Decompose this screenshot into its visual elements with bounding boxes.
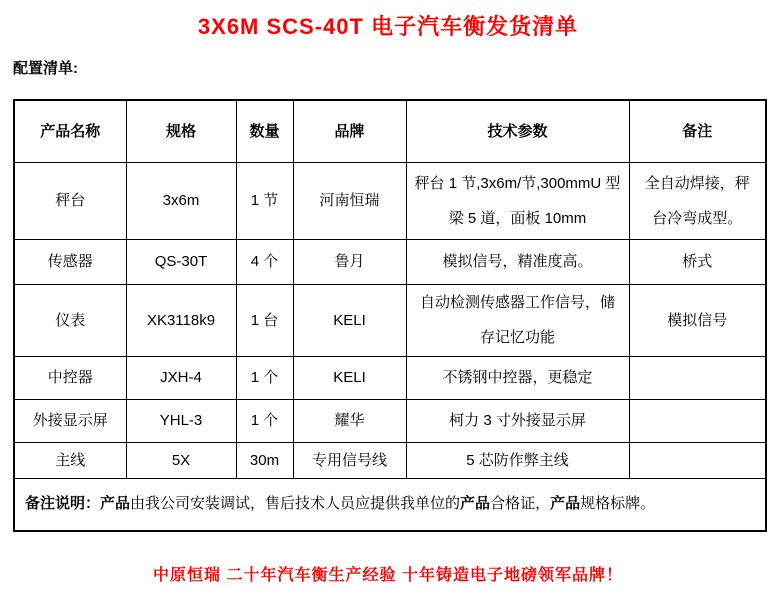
table-cell: 主线 [14,442,126,478]
table-header-cell: 技术参数 [406,100,629,162]
table-cell: 4 个 [236,239,293,284]
table-row [14,442,766,478]
table-cell: 鲁月 [293,239,406,284]
table-cell: XK3118k9 [126,284,236,356]
table-cell: 模拟信号 [629,284,766,356]
table-cell: 传感器 [14,239,126,284]
table-cell: 专用信号线 [293,442,406,478]
table-cell: 河南恒瑞 [293,162,406,239]
note-segment: 产品 [100,495,131,513]
table-cell: 3x6m [126,162,236,239]
note-segment: 备注说明： [25,495,101,513]
note-segment: 产品 [460,495,491,513]
table-header-cell: 品牌 [293,100,406,162]
footer-slogan: 中原恒瑞 二十年汽车衡生产经验 十年铸造电子地磅领军品牌！ [153,566,623,584]
table-cell: 外接显示屏 [14,399,126,442]
table-header-cell: 数量 [236,100,293,162]
table-row [14,239,766,284]
table-cell: 1 节 [236,162,293,239]
table-cell: 1 个 [236,356,293,399]
note-segment: 由我公司安装调试，售后技术人员应提供我单位的 [130,495,461,513]
table-cell [629,356,766,399]
note-segment: 产品 [550,495,581,513]
table-cell: QS-30T [126,239,236,284]
table-cell: 仪表 [14,284,126,356]
table-cell: 5X [126,442,236,478]
table-row [14,356,766,399]
table-cell: 桥式 [629,239,766,284]
table-header-row [14,100,766,162]
table-cell: 30m [236,442,293,478]
table-cell [629,442,766,478]
table-cell: 秤台 1 节,3x6m/节,300mmU 型梁 5 道，面板 10mm [406,162,629,239]
table-cell: 全自动焊接，秤台冷弯成型。 [629,162,766,239]
table-cell: 1 个 [236,399,293,442]
note-row [14,479,766,531]
table-cell: 耀华 [293,399,406,442]
table-row [14,162,766,239]
table-cell: KELI [293,284,406,356]
table-cell: 中控器 [14,356,126,399]
note-row-cell [14,479,766,531]
config-table [13,99,767,531]
table-cell: YHL-3 [126,399,236,442]
page-title: 3X6M SCS-40T 电子汽车衡发货清单 [197,14,579,39]
table-row [14,284,766,356]
table-header-cell: 备注 [629,100,766,162]
table-cell [629,399,766,442]
table-cell: 5 芯防作弊主线 [406,442,629,478]
table-header-cell: 规格 [126,100,236,162]
table-cell: 模拟信号，精准度高。 [406,239,629,284]
table-row [14,399,766,442]
table-cell: 不锈钢中控器，更稳定 [406,356,629,399]
table-cell: 秤台 [14,162,126,239]
table-cell: 柯力 3 寸外接显示屏 [406,399,629,442]
table-cell: KELI [293,356,406,399]
table-cell: 1 台 [236,284,293,356]
table-cell: JXH-4 [126,356,236,399]
table-header-cell: 产品名称 [14,100,126,162]
note-segment: 合格证， [490,495,551,513]
table-cell: 自动检测传感器工作信号，储存记忆功能 [406,284,629,356]
note-segment: 规格标牌。 [580,495,656,513]
subtitle-config-list: 配置清单: [13,60,78,78]
